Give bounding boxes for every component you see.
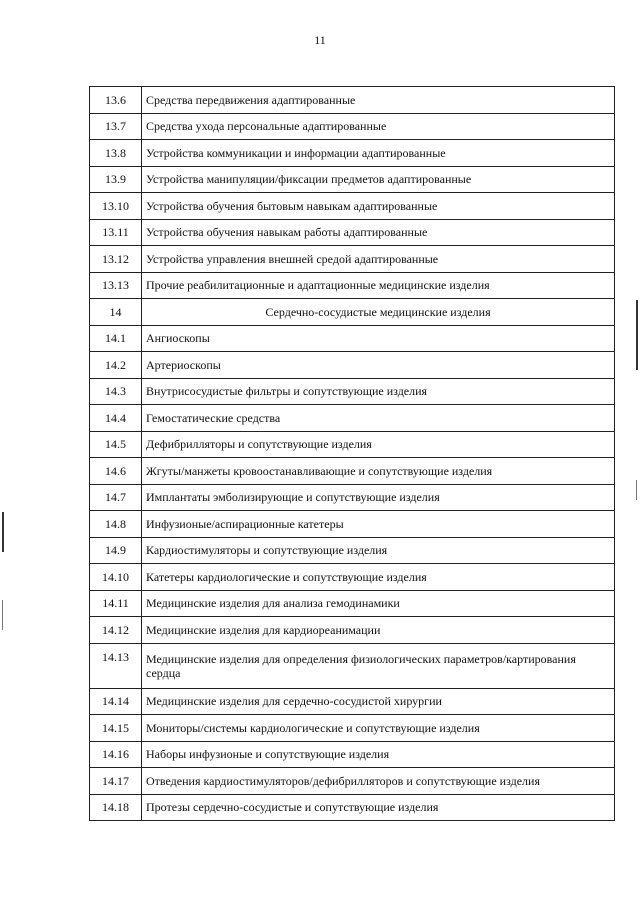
table-row <box>90 590 615 617</box>
row-number: 13.6 <box>90 87 142 114</box>
row-text: Дефибрилляторы и сопутствующие изделия <box>142 431 615 458</box>
row-number: 14.2 <box>90 352 142 379</box>
section-heading-row <box>90 299 615 326</box>
row-text: Артериоскопы <box>142 352 615 379</box>
row-number: 14.4 <box>90 405 142 432</box>
row-number: 13.10 <box>90 193 142 220</box>
row-text: Медицинские изделия для анализа гемодинамики <box>142 590 615 617</box>
row-number: 14.13 <box>90 643 142 688</box>
row-text: Устройства обучения бытовым навыкам адаптированные <box>142 193 615 220</box>
section-number: 14 <box>90 299 142 326</box>
table-row <box>90 352 615 379</box>
table-row <box>90 768 615 795</box>
row-text: Прочие реабилитационные и адаптационные медицинские изделия <box>142 272 615 299</box>
row-text: Протезы сердечно-сосудистые и сопутствующие изделия <box>142 794 615 821</box>
row-number: 14.9 <box>90 537 142 564</box>
table-row <box>90 741 615 768</box>
row-number: 14.12 <box>90 617 142 644</box>
table-row <box>90 193 615 220</box>
row-text: Жгуты/манжеты кровоостанавливающие и сопутствующие изделия <box>142 458 615 485</box>
table-row <box>90 219 615 246</box>
table-row <box>90 87 615 114</box>
table-row <box>90 113 615 140</box>
table-row <box>90 688 615 715</box>
table-row <box>90 246 615 273</box>
device-classification-table <box>89 86 615 821</box>
row-number: 14.8 <box>90 511 142 538</box>
row-number: 13.13 <box>90 272 142 299</box>
table-row <box>90 643 615 688</box>
row-number: 14.16 <box>90 741 142 768</box>
table-row <box>90 325 615 352</box>
table-row <box>90 431 615 458</box>
row-number: 14.17 <box>90 768 142 795</box>
row-text: Медицинские изделия для определения физиологических параметров/картирования сердца <box>142 643 615 688</box>
row-text: Медицинские изделия для кардиореанимации <box>142 617 615 644</box>
page-number: 11 <box>314 33 326 47</box>
table-row <box>90 272 615 299</box>
scan-edge-mark <box>636 300 638 370</box>
row-text: Инфузионые/аспирационные катетеры <box>142 511 615 538</box>
row-text: Наборы инфузионые и сопутствующие изделия <box>142 741 615 768</box>
table-row <box>90 166 615 193</box>
row-number: 13.7 <box>90 113 142 140</box>
row-number: 13.8 <box>90 140 142 167</box>
row-text: Мониторы/системы кардиологические и сопутствующие изделия <box>142 715 615 742</box>
scan-edge-mark <box>2 512 4 552</box>
row-number: 13.9 <box>90 166 142 193</box>
row-text: Устройства обучения навыкам работы адаптированные <box>142 219 615 246</box>
row-number: 14.10 <box>90 564 142 591</box>
row-text: Средства ухода персональные адаптированные <box>142 113 615 140</box>
table-row <box>90 140 615 167</box>
row-number: 14.5 <box>90 431 142 458</box>
table-row <box>90 511 615 538</box>
row-text: Кардиостимуляторы и сопутствующие изделия <box>142 537 615 564</box>
table-row <box>90 794 615 821</box>
row-text: Отведения кардиостимуляторов/дефибрилляторов и сопутствующие изделия <box>142 768 615 795</box>
row-number: 14.3 <box>90 378 142 405</box>
row-text: Устройства манипуляции/фиксации предметов адаптированные <box>142 166 615 193</box>
row-text: Внутрисосудистые фильтры и сопутствующие изделия <box>142 378 615 405</box>
row-number: 14.14 <box>90 688 142 715</box>
row-text: Устройства управления внешней средой адаптированные <box>142 246 615 273</box>
table-row <box>90 537 615 564</box>
row-text: Ангиоскопы <box>142 325 615 352</box>
scan-edge-mark <box>636 480 637 500</box>
row-text: Гемостатические средства <box>142 405 615 432</box>
table-row <box>90 458 615 485</box>
section-title: Сердечно-сосудистые медицинские изделия <box>142 299 615 326</box>
table-row <box>90 405 615 432</box>
row-number: 13.12 <box>90 246 142 273</box>
row-number: 14.1 <box>90 325 142 352</box>
row-number: 13.11 <box>90 219 142 246</box>
row-text: Имплантаты эмболизирующие и сопутствующие изделия <box>142 484 615 511</box>
table-row <box>90 715 615 742</box>
row-text: Катетеры кардиологические и сопутствующие изделия <box>142 564 615 591</box>
row-text: Медицинские изделия для сердечно-сосудистой хирургии <box>142 688 615 715</box>
table-row <box>90 617 615 644</box>
row-number: 14.6 <box>90 458 142 485</box>
row-number: 14.11 <box>90 590 142 617</box>
table-row <box>90 484 615 511</box>
row-number: 14.7 <box>90 484 142 511</box>
row-text: Устройства коммуникации и информации адаптированные <box>142 140 615 167</box>
table-row <box>90 378 615 405</box>
row-text: Средства передвижения адаптированные <box>142 87 615 114</box>
row-number: 14.18 <box>90 794 142 821</box>
row-number: 14.15 <box>90 715 142 742</box>
table-row <box>90 564 615 591</box>
scan-edge-mark <box>2 600 3 630</box>
